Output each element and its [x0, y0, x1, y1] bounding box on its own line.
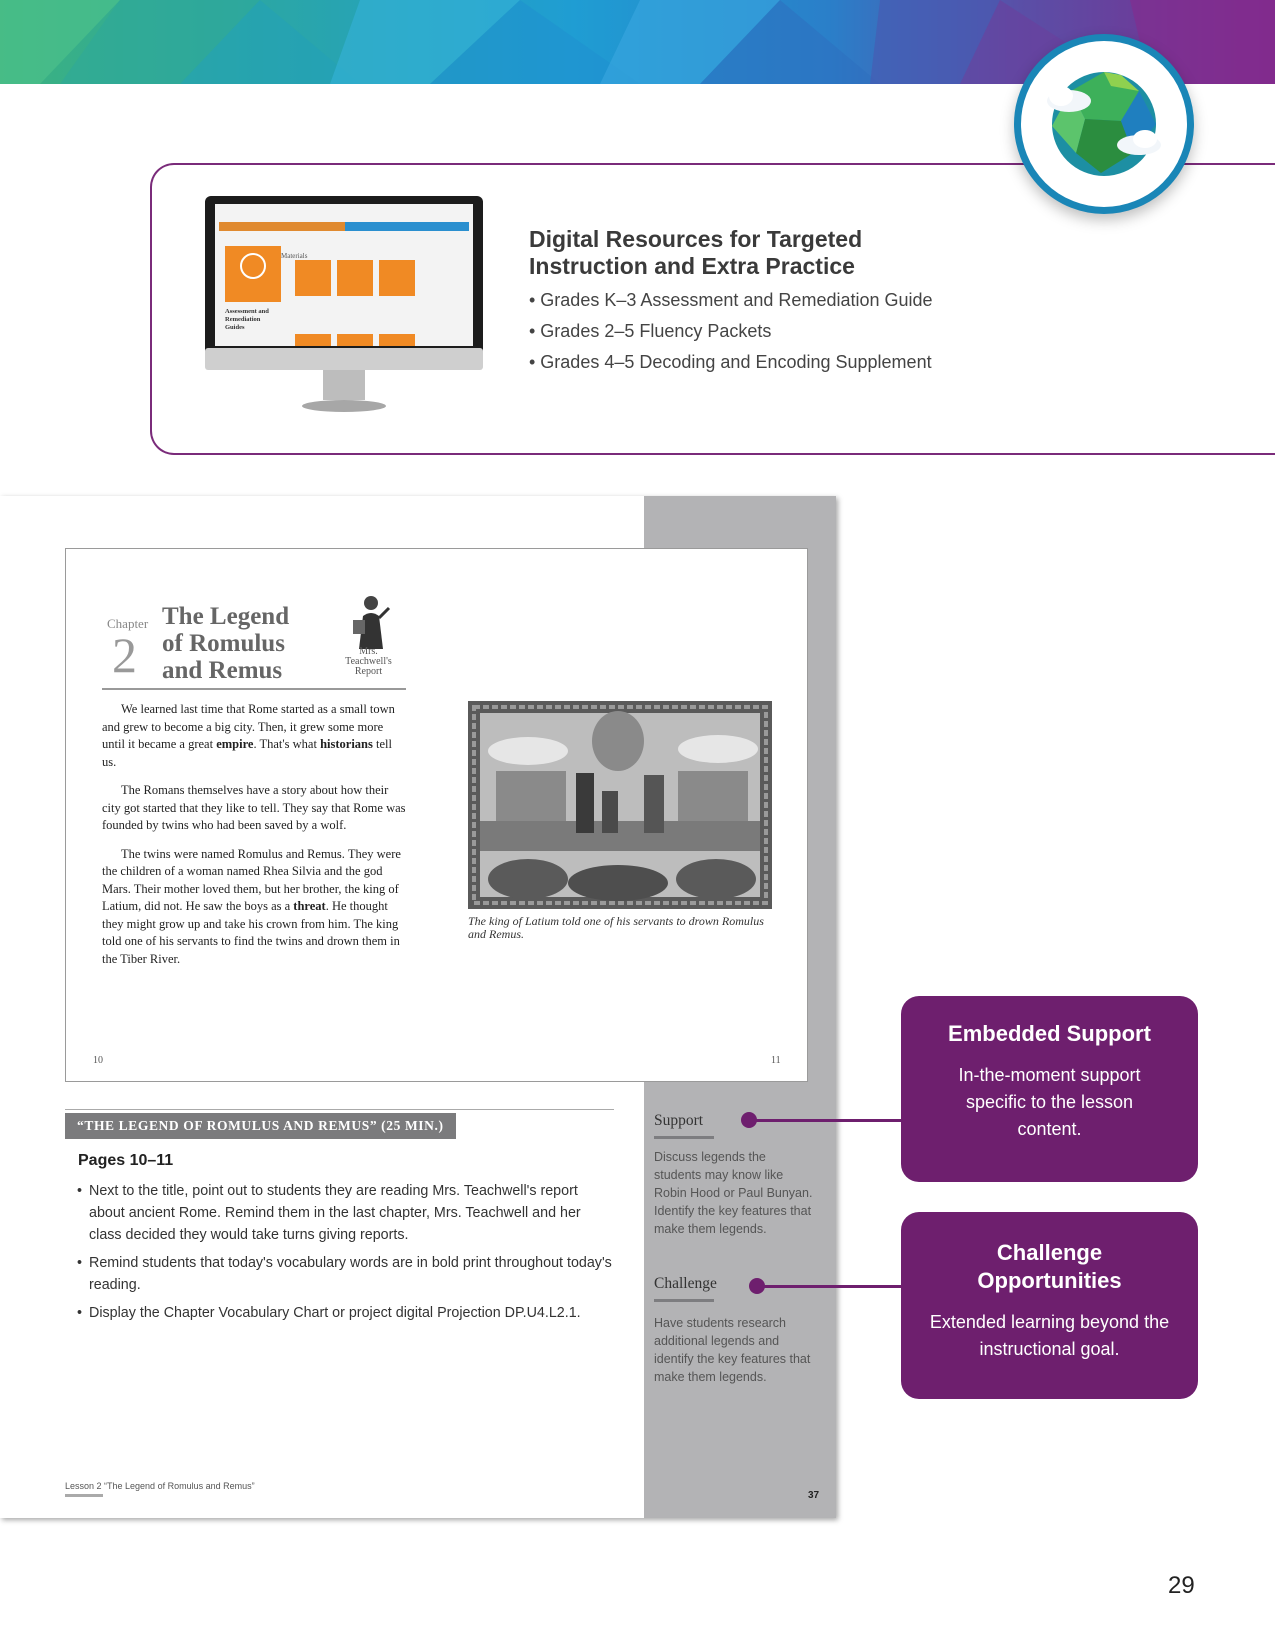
section-rule [65, 1109, 614, 1110]
challenge-underline [654, 1299, 714, 1302]
embedded-support-title: Embedded Support [948, 1021, 1151, 1046]
chapter-word: Chapter [107, 616, 149, 631]
challenge-opportunities-callout [901, 1212, 1198, 1399]
desktop-monitor-illustration [205, 196, 483, 428]
resources-title: Digital Resources for Targeted Instruction and Extra Practice [529, 226, 863, 279]
reader-text-run: The twins were named Romulus and Remus. They were the children of a woman named Rhea Silvia and the god Mars. Their mother loved them, but her brother, the king of Latium, did not. He saw the boys as a [102, 846, 401, 913]
challenge-connector-line [757, 1285, 902, 1288]
page-number: 29 [1168, 1572, 1195, 1599]
challenge-title: Challenge [654, 1275, 717, 1292]
embedded-support-body: In-the-moment support specific to the lesson content. [958, 1065, 1141, 1139]
reader-body-text [102, 701, 408, 979]
resources-list [529, 288, 933, 381]
globe-icon [1014, 34, 1194, 214]
teachwell-report-label: Mrs. Teachwell's Report [345, 646, 392, 677]
vocabulary-word: historians [320, 737, 373, 751]
reader-paragraph [102, 782, 408, 835]
support-underline [654, 1136, 714, 1139]
support-text: Discuss legends the students may know like Robin Hood or Paul Bunyan. Identify the key features that make them legends. [654, 1150, 813, 1236]
monitor-materials-label: Materials [281, 252, 308, 260]
support-connector-line [749, 1119, 902, 1122]
list-item: • Display the Chapter Vocabulary Chart or project digital Projection DP.U4.L2.1. [77, 1302, 617, 1324]
reader-paragraph [102, 846, 408, 969]
resource-item: • Grades 4–5 Decoding and Encoding Supplement [529, 352, 932, 372]
footer-lesson-label: Lesson 2 “The Legend of Romulus and Remus” [65, 1481, 255, 1491]
romulus-remus-illustration [468, 701, 772, 909]
support-title: Support [654, 1112, 704, 1129]
chapter-title: The Legend of Romulus and Remus [162, 603, 290, 684]
footer-page-number: 37 [808, 1490, 820, 1501]
chapter-rule [102, 688, 406, 690]
list-item: • Next to the title, point out to students they are reading Mrs. Teachwell's report about ancient Rome. Remind them in the last chapter, Mrs. Teachwell and her class decided they would take turns giving reports. [77, 1180, 617, 1246]
vocabulary-word: empire [216, 737, 254, 751]
reader-page-left: 10 [93, 1055, 103, 1066]
monitor-guide-label: Assessment and Remediation Guides [225, 308, 269, 331]
teacher-guide-page [0, 496, 836, 1518]
illustration-caption: The king of Latium told one of his servants to drown Romulus and Remus. [468, 914, 764, 941]
reader-text-run: . He thought they might grow up and take his crown from him. The king told one of his servants to find the twins and drown them in the Tiber River. [102, 899, 400, 966]
challenge-text: Have students research additional legends and identify the key features that make them legends. [654, 1316, 811, 1384]
reader-page-right: 11 [771, 1055, 781, 1066]
embedded-support-callout [901, 996, 1198, 1182]
reader-text-run: The Romans themselves have a story about how their city got started that they like to tell. They say that Rome was founded by twins who had been saved by a wolf. [102, 783, 406, 832]
reader-text-run: We learned last time that Rome started as a small town and grew to become a big city. Then, it grew some more until it became a great [102, 702, 395, 751]
challenge-opportunities-title: Challenge Opportunities [977, 1240, 1122, 1293]
challenge-opportunities-body: Extended learning beyond the instructional goal. [929, 1312, 1170, 1359]
reader-text-run: tell us. [102, 737, 392, 769]
vocabulary-word: threat [293, 899, 326, 913]
chapter-number: 2 [112, 627, 137, 683]
resource-item: • Grades 2–5 Fluency Packets [529, 321, 772, 341]
reader-text-run: . That's what [253, 737, 321, 751]
teacher-figure-icon [351, 594, 391, 649]
resource-item: • Grades K–3 Assessment and Remediation Guide [529, 290, 933, 310]
pages-heading: Pages 10–11 [78, 1152, 174, 1169]
section-heading: “THE LEGEND OF ROMULUS AND REMUS” (25 MIN.) [65, 1113, 456, 1139]
reader-paragraph [102, 701, 408, 771]
list-item: • Remind students that today's vocabulary words are in bold print throughout today's reading. [77, 1252, 617, 1296]
student-reader-spread [65, 548, 808, 1082]
footer-underline [65, 1494, 103, 1497]
lesson-bullets [77, 1180, 617, 1330]
